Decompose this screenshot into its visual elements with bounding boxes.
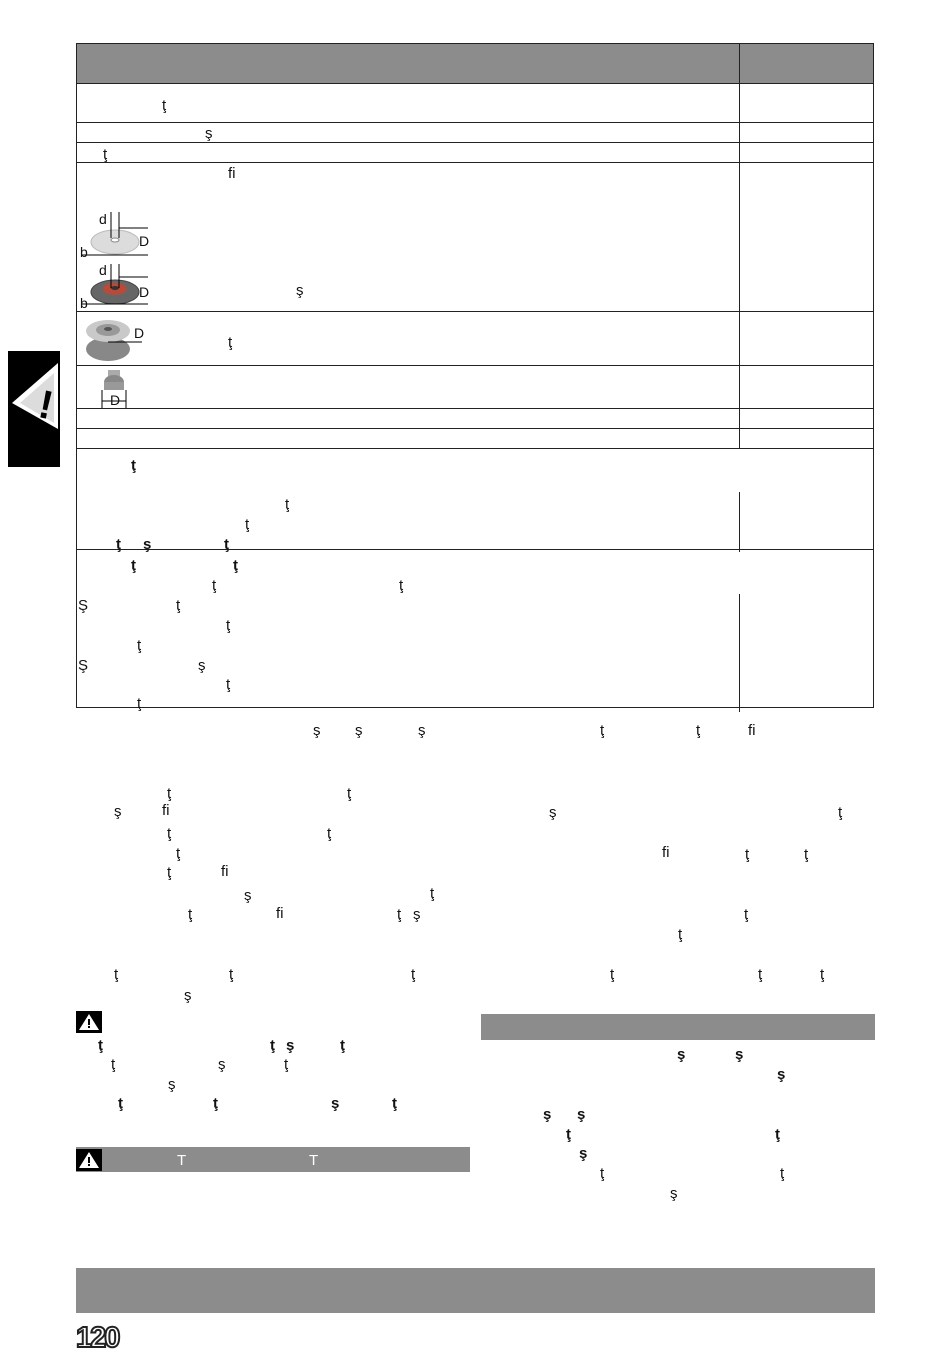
body-text: ţ: [167, 825, 172, 842]
body-text: ţ: [114, 966, 119, 983]
warning-banner-text: T: [309, 1152, 319, 1169]
body-text: ş: [670, 1185, 678, 1202]
body-text: ş: [114, 803, 122, 820]
table-row: [77, 163, 874, 312]
body-text: ţ: [347, 785, 352, 802]
table-text: ţ: [224, 536, 229, 553]
thickness-label: b: [80, 295, 88, 311]
table-text: ţ: [131, 557, 136, 574]
table-text: ş: [296, 282, 304, 299]
table-text: ţ: [162, 97, 167, 114]
body-text: ţ: [167, 785, 172, 802]
body-text: ş: [777, 1066, 786, 1083]
table-text: ş: [198, 657, 206, 674]
diameter-label: d: [99, 262, 107, 278]
warning-banner-text: T: [177, 1152, 187, 1169]
warning-text: ş: [168, 1076, 176, 1093]
body-text: ş: [313, 722, 321, 739]
table-row: [77, 429, 874, 449]
section-heading-bar: [481, 1014, 875, 1040]
table-text: ţ: [212, 577, 217, 594]
column-divider: [739, 492, 740, 552]
body-text: ţ: [188, 906, 193, 923]
warning-text: ţ: [111, 1056, 116, 1073]
body-text: ţ: [678, 926, 683, 943]
table-text: ţ: [137, 695, 142, 712]
body-text: ş: [355, 722, 363, 739]
table-text: ţ: [245, 516, 250, 533]
svg-text:!: !: [34, 382, 57, 429]
column-divider: [739, 594, 740, 712]
table-header-cell: [740, 44, 874, 84]
body-text: ţ: [167, 864, 172, 881]
table-text: ţ: [399, 577, 404, 594]
diameter-label: D: [139, 233, 150, 249]
body-text: ﬁ: [662, 844, 670, 861]
warning-text: ţ: [213, 1095, 218, 1112]
body-text: ţ: [610, 966, 615, 983]
warning-text: ţ: [284, 1056, 289, 1073]
body-text: ţ: [745, 846, 750, 863]
body-text: ţ: [176, 845, 181, 862]
table-text: ş: [143, 536, 152, 553]
table-text: ţ: [137, 637, 142, 654]
body-text: ţ: [600, 1165, 605, 1182]
table-text: ţ: [226, 617, 231, 634]
table-header-row: [77, 44, 874, 84]
thickness-label: b: [80, 244, 88, 260]
table-row: [77, 409, 874, 429]
warning-text: ţ: [118, 1095, 123, 1112]
body-text: ş: [184, 987, 192, 1004]
body-text: ﬁ: [221, 863, 229, 880]
body-text: ţ: [430, 885, 435, 902]
table-text: ﬁ: [228, 165, 236, 182]
warning-icon: [76, 1011, 102, 1033]
table-text: ţ: [116, 536, 121, 553]
body-text: ﬁ: [748, 722, 756, 739]
table-row: [77, 143, 874, 163]
body-text: ţ: [820, 966, 825, 983]
body-text: ţ: [804, 846, 809, 863]
body-text: ţ: [566, 1126, 571, 1143]
warning-text: ş: [286, 1037, 295, 1054]
warning-text: ţ: [392, 1095, 397, 1112]
table-text: ţ: [131, 457, 136, 474]
table-text: ţ: [226, 676, 231, 693]
body-text: ş: [579, 1145, 588, 1162]
table-text: ţ: [103, 146, 108, 163]
body-text: ţ: [780, 1165, 785, 1182]
body-text: ş: [244, 887, 252, 904]
body-text: ş: [418, 722, 426, 739]
warning-icon: [76, 1149, 102, 1171]
body-text: ţ: [229, 966, 234, 983]
body-text: ş: [677, 1046, 686, 1063]
body-text: ş: [543, 1106, 552, 1123]
body-text: ş: [735, 1046, 744, 1063]
warning-side-tab: [8, 351, 60, 467]
body-text: ţ: [600, 722, 605, 739]
diameter-label: D: [139, 284, 150, 300]
table-row: [77, 366, 874, 409]
body-text: ţ: [775, 1126, 780, 1143]
warning-text: ţ: [270, 1037, 275, 1054]
table-row: [77, 123, 874, 143]
table-text: ţ: [228, 334, 233, 351]
warning-text: ş: [218, 1056, 226, 1073]
table-text: ş: [205, 125, 213, 142]
body-text: ş: [549, 804, 557, 821]
page-number: 120: [76, 1322, 119, 1354]
spec-table: [76, 43, 874, 708]
diameter-label: D: [110, 392, 121, 408]
table-row: [77, 449, 874, 550]
table-row: [77, 312, 874, 366]
diameter-label: d: [99, 211, 107, 227]
table-text: ţ: [176, 597, 181, 614]
body-text: ş: [577, 1106, 586, 1123]
body-text: ţ: [397, 906, 402, 923]
diameter-label: D: [134, 325, 145, 341]
table-text: ţ: [285, 496, 290, 513]
body-text: ţ: [411, 966, 416, 983]
footer-bar: [76, 1268, 875, 1313]
warning-text: ţ: [340, 1037, 345, 1054]
warning-text: ş: [331, 1095, 340, 1112]
body-text: ţ: [744, 906, 749, 923]
table-text: Ş: [78, 657, 89, 674]
table-header-cell: [77, 44, 740, 84]
warning-banner: [76, 1147, 470, 1172]
table-row: [77, 84, 874, 123]
cup-brush-diagram: [80, 315, 146, 367]
body-text: ţ: [696, 722, 701, 739]
body-text: ş: [413, 906, 421, 923]
body-text: ﬁ: [162, 802, 170, 819]
body-text: ﬁ: [276, 905, 284, 922]
table-text: ţ: [233, 557, 238, 574]
table-text: Ş: [78, 597, 89, 614]
body-text: ţ: [758, 966, 763, 983]
warning-text: ţ: [98, 1037, 103, 1054]
table-row: [77, 550, 874, 708]
body-text: ţ: [838, 804, 843, 821]
body-text: ţ: [327, 825, 332, 842]
